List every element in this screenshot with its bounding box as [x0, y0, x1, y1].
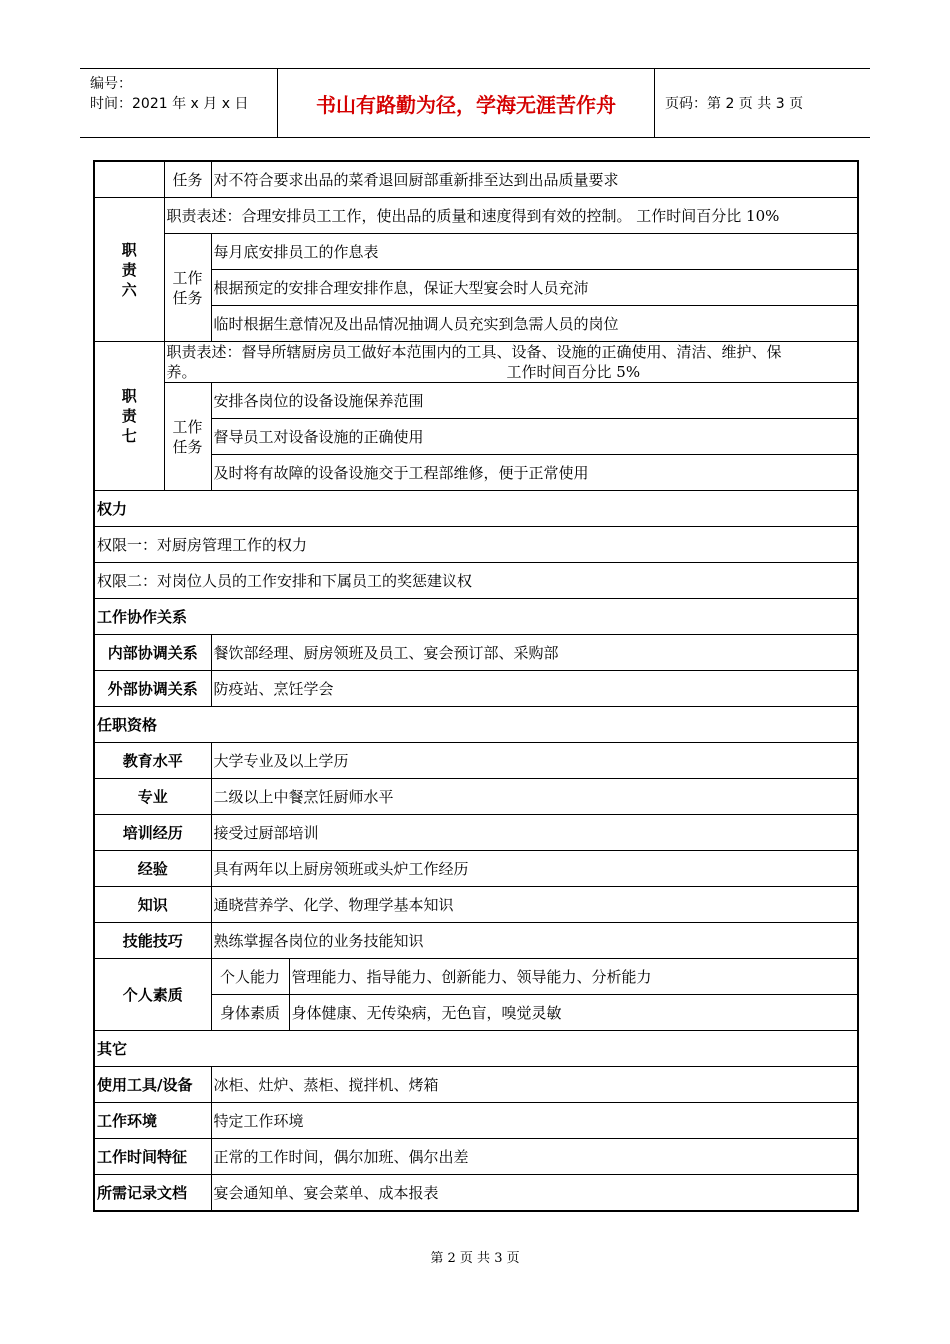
personal-sub-value: 管理能力、指导能力、创新能力、领导能力、分析能力	[289, 959, 858, 995]
duty-six-description: 职责表述：合理安排员工工作，使出品的质量和速度得到有效的控制。 工作时间百分比 10%	[164, 198, 858, 234]
duty-seven-percentage: 工作时间百分比 5%	[506, 363, 641, 381]
duty-seven-label: 职 责 七	[94, 342, 164, 491]
personal-sub-label: 个人能力	[211, 959, 289, 995]
table-row	[94, 161, 858, 198]
task-text: 每月底安排员工的作息表	[211, 234, 858, 270]
other-value: 冰柜、灶炉、蒸柜、搅拌机、烤箱	[211, 1067, 858, 1103]
qualification-value: 具有两年以上厨房领班或头炉工作经历	[211, 851, 858, 887]
table-row	[94, 527, 858, 563]
table-row	[94, 1067, 858, 1103]
doc-time-label: 时间：2021 年 x 月 x 日	[90, 96, 249, 112]
table-row	[94, 779, 858, 815]
table-row	[94, 563, 858, 599]
section-title-other: 其它	[94, 1031, 858, 1067]
doc-number-label: 编号：	[90, 76, 132, 92]
qualification-value: 接受过厨部培训	[211, 815, 858, 851]
qualification-label: 知识	[94, 887, 211, 923]
table-row	[94, 635, 858, 671]
work-task-label: 工作 任务	[164, 234, 211, 342]
table-row	[94, 707, 858, 743]
duty-seven-description	[164, 342, 858, 383]
section-title-cooperation: 工作协作关系	[94, 599, 858, 635]
qualification-label: 教育水平	[94, 743, 211, 779]
qualification-label: 培训经历	[94, 815, 211, 851]
task-text: 根据预定的安排合理安排作息，保证大型宴会时人员充沛	[211, 270, 858, 306]
personal-quality-label: 个人素质	[94, 959, 211, 1031]
other-value: 特定工作环境	[211, 1103, 858, 1139]
duty-six-label: 职 责 六	[94, 198, 164, 342]
page-header	[80, 68, 870, 138]
qualification-value: 大学专业及以上学历	[211, 743, 858, 779]
table-row	[94, 671, 858, 707]
authority-item: 权限一：对厨房管理工作的权力	[94, 527, 858, 563]
header-meta	[80, 69, 278, 137]
personal-sub-value: 身体健康、无传染病，无色盲，嗅觉灵敏	[289, 995, 858, 1031]
internal-coordination-value: 餐饮部经理、厨房领班及员工、宴会预订部、采购部	[211, 635, 858, 671]
table-row	[94, 198, 858, 234]
table-row	[94, 599, 858, 635]
table-row	[94, 923, 858, 959]
job-description-table	[93, 160, 859, 1212]
qualification-label: 专业	[94, 779, 211, 815]
table-row	[94, 887, 858, 923]
section-title-qualification: 任职资格	[94, 707, 858, 743]
duty-seven-desc-line: 养。 工作时间百分比 5%	[166, 363, 641, 381]
qualification-value: 熟练掌握各岗位的业务技能知识	[211, 923, 858, 959]
duty-seven-desc-line: 职责表述：督导所辖厨房员工做好本范围内的工具、设备、设施的正确使用、清洁、维护、保	[166, 343, 782, 361]
other-label: 工作时间特征	[94, 1139, 211, 1175]
other-value: 正常的工作时间，偶尔加班、偶尔出差	[211, 1139, 858, 1175]
table-row	[94, 1031, 858, 1067]
page-footer: 第 2 页 共 3 页	[430, 1251, 520, 1266]
task-text: 对不符合要求出品的菜肴退回厨部重新排至达到出品质量要求	[211, 161, 858, 198]
table-row	[94, 1139, 858, 1175]
external-coordination-value: 防疫站、烹饪学会	[211, 671, 858, 707]
external-coordination-label: 外部协调关系	[94, 671, 211, 707]
header-motto: 书山有路勤为径，学海无涯苦作舟	[278, 69, 655, 137]
table-row	[94, 1103, 858, 1139]
qualification-label: 经验	[94, 851, 211, 887]
authority-item: 权限二：对岗位人员的工作安排和下属员工的奖惩建议权	[94, 563, 858, 599]
qualification-value: 二级以上中餐烹饪厨师水平	[211, 779, 858, 815]
table-row	[94, 1175, 858, 1212]
table-row	[94, 342, 858, 383]
table-row	[94, 491, 858, 527]
internal-coordination-label: 内部协调关系	[94, 635, 211, 671]
qualification-value: 通晓营养学、化学、物理学基本知识	[211, 887, 858, 923]
other-label: 所需记录文档	[94, 1175, 211, 1212]
table-row	[94, 959, 858, 995]
task-text: 安排各岗位的设备设施保养范围	[211, 383, 858, 419]
task-text: 及时将有故障的设备设施交于工程部维修，便于正常使用	[211, 455, 858, 491]
work-task-label: 工作 任务	[164, 383, 211, 491]
other-value: 宴会通知单、宴会菜单、成本报表	[211, 1175, 858, 1212]
task-text: 督导员工对设备设施的正确使用	[211, 419, 858, 455]
other-label: 工作环境	[94, 1103, 211, 1139]
header-page-info: 页码：第 2 页 共 3 页	[665, 96, 804, 112]
task-text: 临时根据生意情况及出品情况抽调人员充实到急需人员的岗位	[211, 306, 858, 342]
section-title-authority: 权力	[94, 491, 858, 527]
table-row	[94, 234, 858, 270]
personal-sub-label: 身体素质	[211, 995, 289, 1031]
table-row	[94, 851, 858, 887]
task-label: 任务	[164, 161, 211, 198]
table-row	[94, 383, 858, 419]
other-label: 使用工具/设备	[94, 1067, 211, 1103]
blank-cell	[94, 161, 164, 198]
table-row	[94, 743, 858, 779]
table-row	[94, 815, 858, 851]
qualification-label: 技能技巧	[94, 923, 211, 959]
